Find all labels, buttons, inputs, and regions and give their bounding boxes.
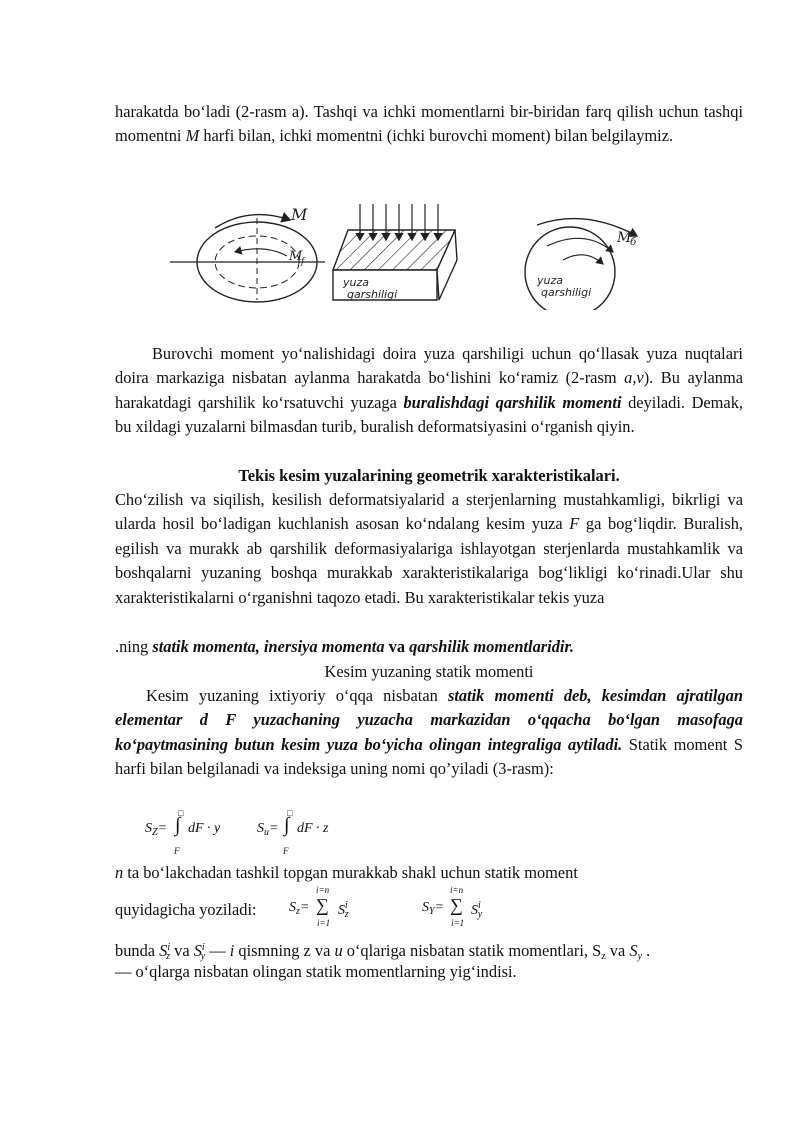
sum-top: i=n [450, 885, 464, 895]
sum-term-y: $S^i_y$ [471, 900, 483, 920]
sum-lhs-y: $S_Y=$ [422, 900, 445, 917]
symbol-u: u [334, 941, 343, 960]
paragraph-definition [115, 684, 743, 782]
subscript-z: z [166, 951, 171, 962]
text: . [642, 941, 651, 960]
paragraph-ning [115, 635, 743, 659]
text: va [605, 941, 630, 960]
sum-sign: ∑ [450, 895, 463, 915]
label-yuza-2: yuza [537, 274, 563, 287]
text: ta bo‘lakchadan tashkil topgan murakkab shakl uchun statik moment [123, 863, 578, 882]
integrand-z: dF · z [297, 821, 329, 836]
symbol-S: S [629, 941, 638, 960]
integral-lower: F [283, 846, 289, 856]
superscript-i: i [167, 942, 171, 953]
symbol-S: S [159, 941, 168, 960]
term-qarshilik: qarshilik momentlaridir. [409, 637, 575, 656]
label-Mb-sub: б [630, 237, 637, 248]
text: va [384, 637, 410, 656]
label-M: M [291, 205, 308, 224]
heading-geometrik: Tekis kesim yuzalarining geometrik xarakteristikalari. [238, 466, 620, 485]
integral-upper: □ [287, 808, 293, 818]
ref-av: a,v [624, 368, 644, 388]
integral-sign: ∫ [175, 814, 181, 836]
sum-term-z: $S^i_z$ [338, 900, 349, 920]
text: quyidagicha yoziladi: [115, 900, 257, 919]
text: Cho‘zilish va siqilish, kesilish deformatsiyalarid a sterjenlarning mustahkamligi, bikrligi va ularda hosil bo‘ladigan kuchlanish asosan ko‘ndalang kesim yuza [115, 490, 743, 534]
integral-sign: ∫ [284, 814, 290, 836]
sum-bottom: i=1 [317, 918, 331, 928]
term-definition: statik momenti deb, kesimdan ajratilgan elementar d F yuzachaning yuzacha markazidan o‘qqacha bo‘lgan masofaga ko‘paytmasining butun kesim yuza bo‘yicha olingan integraliga aytiladi. [115, 686, 743, 754]
term-buralish: buralishdagi qarshilik momenti [403, 392, 622, 412]
figure-2-torsion-sketch [165, 200, 645, 310]
text: — [205, 941, 230, 960]
label-qarshiligi-1: qarshiligi [347, 288, 398, 301]
paragraph-burovchi [115, 342, 743, 440]
text: deyiladi. Demak, bu xildagi yuzalarni bilmasdan turib, buralish deformatsiyasini o‘rganish qiyin. [115, 392, 743, 437]
symbol-S: S [193, 941, 202, 960]
subscript-y: y [200, 951, 206, 962]
subscript-z: z [601, 951, 606, 962]
text: qismning z va [234, 941, 335, 960]
label-Mb: M [617, 230, 632, 246]
integral-upper: □ [178, 808, 184, 818]
rectangular-block-sketch [333, 204, 457, 301]
sum-top: i=n [316, 885, 330, 895]
paragraph-yigindisi: — o‘qlarga nisbatan olingan statik momentlarning yig‘indisi. [115, 962, 517, 981]
text: Burovchi moment yo‘nalishidagi doira yuza qarshiligi uchun qo‘llasak yuza nuqtalari doira markaziga nisbatan aylanma harakatda bo‘lishini ko‘ramiz (2-rasm [115, 344, 743, 388]
integrand-y: dF · y [188, 821, 221, 836]
symbol-M: M [185, 126, 200, 146]
symbol-n: n [115, 863, 124, 882]
text: Statik moment S harfi bilan belgilanadi va indeksiga uning nomi qo’yiladi (3-rasm): [115, 734, 744, 779]
symbol-F: F [569, 514, 580, 534]
symbol-i: i [229, 941, 235, 960]
sum-bottom: i=1 [451, 918, 465, 928]
label-qarshiligi-2: qarshiligi [541, 286, 592, 299]
sum-lhs-z: $S_z=$ [289, 900, 310, 917]
text: .ning [115, 637, 153, 656]
label-yuza-1: yuza [343, 276, 369, 289]
sum-sign: ∑ [316, 895, 329, 915]
paragraph-chozilish [115, 488, 743, 610]
text: ). Bu aylanma harakatdagi qarshilik ko‘rsatuvchi yuzaga [115, 368, 744, 412]
label-Mf-sub: f [301, 257, 305, 267]
formula-Su: $S_u=$ [257, 821, 279, 838]
subscript-y: y [637, 951, 643, 962]
term-statik-inersiya: statik momenta, inersiya momenta [152, 637, 385, 656]
text: bunda [115, 941, 160, 960]
superscript-i: i [201, 942, 205, 953]
text: va [170, 941, 194, 960]
paragraph-intro [115, 100, 743, 149]
text: harakatda bo‘ladi (2-rasm a). Tashqi va ichki momentlarni bir-biridan farq qilish uchun tashqi momentni [115, 102, 743, 146]
heading-statik-moment: Kesim yuzaning statik momenti [324, 662, 534, 681]
text: ga bog‘liqdir. Buralish, egilish va murakk ab qarshilik deformasiyalariga ishlayotgan sterjenlarda mustahkamlik va boshqalarni yuzaning boshqa murakkab xarakteristikalariga bog‘likligi ko‘rinadi.Ular shu xarakteristikalarni o‘rganishni taqozo etadi. Bu xarakteristikalar tekis yuza [115, 514, 743, 607]
circular-section-sketch [525, 219, 637, 310]
formula-Sz: $S_Z=$ [145, 821, 168, 838]
text: Kesim yuzaning ixtiyoriy o‘qqa nisbatan [146, 686, 448, 705]
label-Mf: M [289, 249, 303, 264]
integral-lower: F [174, 846, 180, 856]
paragraph-n-parts [115, 861, 743, 885]
text: o‘qlariga nisbatan statik momentlari, S [342, 941, 602, 960]
text: harfi bilan, ichki momentni (ichki burovchi moment) bilan belgilaymiz. [199, 126, 674, 146]
circle-section-sketch [170, 205, 325, 302]
